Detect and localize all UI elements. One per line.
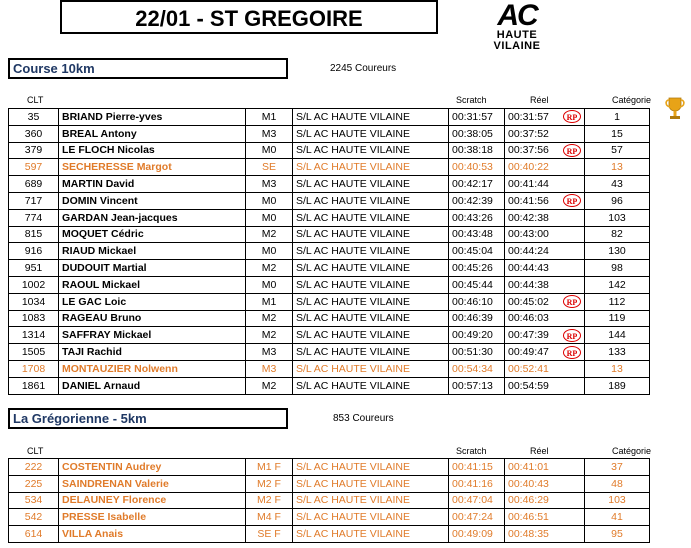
cell-club: S/L AC HAUTE VILAINE [293,276,449,293]
header-clt-5km: CLT [27,446,44,456]
cell-scratch: 00:38:05 [449,125,505,142]
cell-scratch: 00:40:53 [449,159,505,176]
cell-clt: 1002 [9,276,59,293]
cell-scratch: 00:42:39 [449,192,505,209]
table-row [9,142,650,159]
cell-name: COSTENTIN Audrey [59,459,246,476]
cell-scratch: 00:51:30 [449,344,505,361]
cell-category: M3 [246,344,293,361]
cell-scratch: 00:49:09 [449,526,505,543]
cell-rp [560,509,585,526]
cell-name: BRIAND Pierre-yves [59,109,246,126]
cell-category-rank: 98 [585,260,650,277]
cell-clt: 916 [9,243,59,260]
cell-rp [560,109,585,126]
runner-count-5km: 853 Coureurs [333,413,394,424]
cell-rp [560,360,585,377]
cell-name: SECHERESSE Margot [59,159,246,176]
cell-rp [560,492,585,509]
cell-category: SE F [246,526,293,543]
cell-category: SE [246,159,293,176]
section-title-course-10km: Course 10km [8,58,288,79]
table-row [9,526,650,543]
cell-category-rank: 103 [585,492,650,509]
club-logo [485,2,549,50]
page-title: 22/01 - ST GREGOIRE [60,0,438,34]
cell-clt: 222 [9,459,59,476]
cell-club: S/L AC HAUTE VILAINE [293,310,449,327]
table-row [9,159,650,176]
cell-category-rank: 96 [585,192,650,209]
cell-clt: 774 [9,209,59,226]
cell-club: S/L AC HAUTE VILAINE [293,344,449,361]
cell-scratch: 00:49:20 [449,327,505,344]
cell-rp [560,125,585,142]
cell-name: VILLA Anais [59,526,246,543]
cell-scratch: 00:46:10 [449,293,505,310]
cell-category: M2 [246,310,293,327]
cell-scratch: 00:41:15 [449,459,505,476]
table-row [9,176,650,193]
cell-category: M0 [246,243,293,260]
cell-reel: 00:37:56 [505,142,561,159]
personal-record-badge: RP [563,346,581,359]
table-row [9,125,650,142]
cell-rp [560,459,585,476]
cell-rp [560,260,585,277]
cell-club: S/L AC HAUTE VILAINE [293,327,449,344]
cell-name: GARDAN Jean-jacques [59,209,246,226]
cell-name: RIAUD Mickael [59,243,246,260]
cell-category: M1 [246,293,293,310]
cell-club: S/L AC HAUTE VILAINE [293,226,449,243]
cell-clt: 1314 [9,327,59,344]
cell-category-rank: 144 [585,327,650,344]
cell-clt: 815 [9,226,59,243]
cell-scratch: 00:47:24 [449,509,505,526]
cell-clt: 1034 [9,293,59,310]
table-row [9,475,650,492]
cell-category-rank: 1 [585,109,650,126]
cell-clt: 1083 [9,310,59,327]
table-row [9,459,650,476]
cell-club: S/L AC HAUTE VILAINE [293,176,449,193]
table-row [9,109,650,126]
header-reel-5km: Réel [530,446,549,456]
cell-category-rank: 41 [585,509,650,526]
table-row [9,260,650,277]
cell-club: S/L AC HAUTE VILAINE [293,377,449,394]
cell-clt: 614 [9,526,59,543]
table-row [9,293,650,310]
cell-category-rank: 119 [585,310,650,327]
cell-category: M2 [246,260,293,277]
cell-name: MOQUET Cédric [59,226,246,243]
cell-club: S/L AC HAUTE VILAINE [293,209,449,226]
cell-category-rank: 130 [585,243,650,260]
cell-clt: 717 [9,192,59,209]
cell-reel: 00:47:39 [505,327,561,344]
cell-scratch: 00:54:34 [449,360,505,377]
cell-club: S/L AC HAUTE VILAINE [293,109,449,126]
cell-reel: 00:44:43 [505,260,561,277]
cell-name: DUDOUIT Martial [59,260,246,277]
cell-scratch: 00:41:16 [449,475,505,492]
cell-scratch: 00:45:04 [449,243,505,260]
cell-reel: 00:37:52 [505,125,561,142]
cell-club: S/L AC HAUTE VILAINE [293,159,449,176]
table-row [9,226,650,243]
cell-clt: 951 [9,260,59,277]
cell-rp [560,344,585,361]
cell-reel: 00:45:02 [505,293,561,310]
cell-category: M2 [246,226,293,243]
runner-count-10km: 2245 Coureurs [330,63,397,74]
cell-name: RAOUL Mickael [59,276,246,293]
table-row [9,243,650,260]
cell-reel: 00:31:57 [505,109,561,126]
cell-clt: 1861 [9,377,59,394]
cell-clt: 379 [9,142,59,159]
cell-category: M3 [246,360,293,377]
personal-record-badge: RP [563,329,581,342]
cell-club: S/L AC HAUTE VILAINE [293,492,449,509]
cell-category: M1 [246,109,293,126]
cell-name: LE FLOCH Nicolas [59,142,246,159]
cell-category: M3 [246,125,293,142]
cell-clt: 225 [9,475,59,492]
cell-category: M0 [246,276,293,293]
cell-scratch: 00:31:57 [449,109,505,126]
cell-category-rank: 142 [585,276,650,293]
cell-scratch: 00:45:44 [449,276,505,293]
cell-reel: 00:40:43 [505,475,561,492]
cell-category-rank: 37 [585,459,650,476]
cell-category-rank: 103 [585,209,650,226]
cell-reel: 00:41:44 [505,176,561,193]
cell-scratch: 00:47:04 [449,492,505,509]
personal-record-badge: RP [563,194,581,207]
table-row [9,360,650,377]
header-scratch: Scratch [456,95,487,105]
cell-name: TAJI Rachid [59,344,246,361]
cell-category: M2 [246,377,293,394]
cell-category-rank: 43 [585,176,650,193]
cell-category-rank: 82 [585,226,650,243]
cell-rp [560,176,585,193]
table-row [9,192,650,209]
cell-rp [560,526,585,543]
cell-category: M1 F [246,459,293,476]
header-categorie: Catégorie [612,95,652,105]
cell-scratch: 00:57:13 [449,377,505,394]
cell-rp [560,377,585,394]
cell-category-rank: 189 [585,377,650,394]
personal-record-badge: RP [563,110,581,123]
cell-club: S/L AC HAUTE VILAINE [293,260,449,277]
cell-scratch: 00:38:18 [449,142,505,159]
cell-scratch: 00:45:26 [449,260,505,277]
cell-club: S/L AC HAUTE VILAINE [293,459,449,476]
table-row [9,327,650,344]
cell-name: DANIEL Arnaud [59,377,246,394]
cell-category: M0 [246,209,293,226]
cell-name: LE GAC Loic [59,293,246,310]
cell-club: S/L AC HAUTE VILAINE [293,142,449,159]
cell-category-rank: 57 [585,142,650,159]
cell-name: SAINDRENAN Valerie [59,475,246,492]
cell-reel: 00:46:03 [505,310,561,327]
logo-letters: AC [497,0,537,32]
table-row [9,209,650,226]
cell-club: S/L AC HAUTE VILAINE [293,125,449,142]
cell-clt: 1505 [9,344,59,361]
cell-club: S/L AC HAUTE VILAINE [293,526,449,543]
cell-club: S/L AC HAUTE VILAINE [293,475,449,492]
cell-reel: 00:42:38 [505,209,561,226]
cell-reel: 00:41:01 [505,459,561,476]
cell-category-rank: 15 [585,125,650,142]
cell-reel: 00:46:51 [505,509,561,526]
cell-clt: 542 [9,509,59,526]
results-table-5km [8,458,650,543]
cell-rp [560,293,585,310]
logo-line-2: VILAINE [493,40,541,52]
cell-name: MONTAUZIER Nolwenn [59,360,246,377]
cell-rp [560,243,585,260]
cell-rp [560,276,585,293]
cell-name: PRESSE Isabelle [59,509,246,526]
cell-clt: 1708 [9,360,59,377]
cell-reel: 00:44:38 [505,276,561,293]
cell-club: S/L AC HAUTE VILAINE [293,192,449,209]
cell-rp [560,159,585,176]
cell-clt: 360 [9,125,59,142]
table-row [9,344,650,361]
cell-reel: 00:48:35 [505,526,561,543]
cell-rp [560,142,585,159]
cell-reel: 00:46:29 [505,492,561,509]
cell-reel: 00:44:24 [505,243,561,260]
cell-category: M4 F [246,509,293,526]
cell-reel: 00:52:41 [505,360,561,377]
cell-clt: 597 [9,159,59,176]
table-row [9,377,650,394]
cell-rp [560,209,585,226]
cell-clt: 35 [9,109,59,126]
personal-record-badge: RP [563,144,581,157]
cell-reel: 00:49:47 [505,344,561,361]
cell-category-rank: 133 [585,344,650,361]
table-row [9,492,650,509]
cell-clt: 534 [9,492,59,509]
cell-category-rank: 112 [585,293,650,310]
cell-club: S/L AC HAUTE VILAINE [293,509,449,526]
cell-reel: 00:54:59 [505,377,561,394]
cell-rp [560,327,585,344]
table-row [9,310,650,327]
cell-name: SAFFRAY Mickael [59,327,246,344]
header-categorie-5km: Catégorie [612,446,652,456]
cell-rp [560,192,585,209]
cell-name: MARTIN David [59,176,246,193]
cell-name: DOMIN Vincent [59,192,246,209]
cell-name: DELAUNEY Florence [59,492,246,509]
cell-category: M0 [246,142,293,159]
cell-rp [560,310,585,327]
header-reel: Réel [530,95,549,105]
cell-scratch: 00:42:17 [449,176,505,193]
cell-name: RAGEAU Bruno [59,310,246,327]
cell-reel: 00:40:22 [505,159,561,176]
cell-rp [560,475,585,492]
cell-category-rank: 95 [585,526,650,543]
cell-category-rank: 13 [585,360,650,377]
cell-scratch: 00:46:39 [449,310,505,327]
logo-line-1: HAUTE [496,29,538,41]
results-table-10km [8,108,650,395]
cell-category: M0 [246,192,293,209]
cell-club: S/L AC HAUTE VILAINE [293,360,449,377]
cell-category: M2 F [246,475,293,492]
table-row [9,276,650,293]
cell-rp [560,226,585,243]
cell-clt: 689 [9,176,59,193]
cell-category-rank: 13 [585,159,650,176]
cell-scratch: 00:43:26 [449,209,505,226]
header-clt: CLT [27,95,44,105]
cell-category: M3 [246,176,293,193]
trophy-icon [664,96,686,122]
cell-scratch: 00:43:48 [449,226,505,243]
cell-club: S/L AC HAUTE VILAINE [293,293,449,310]
cell-club: S/L AC HAUTE VILAINE [293,243,449,260]
cell-name: BREAL Antony [59,125,246,142]
cell-category: M2 F [246,492,293,509]
table-row [9,509,650,526]
header-scratch-5km: Scratch [456,446,487,456]
personal-record-badge: RP [563,295,581,308]
cell-reel: 00:43:00 [505,226,561,243]
cell-reel: 00:41:56 [505,192,561,209]
cell-category-rank: 48 [585,475,650,492]
section-title-gregorienne: La Grégorienne - 5km [8,408,288,429]
cell-category: M2 [246,327,293,344]
